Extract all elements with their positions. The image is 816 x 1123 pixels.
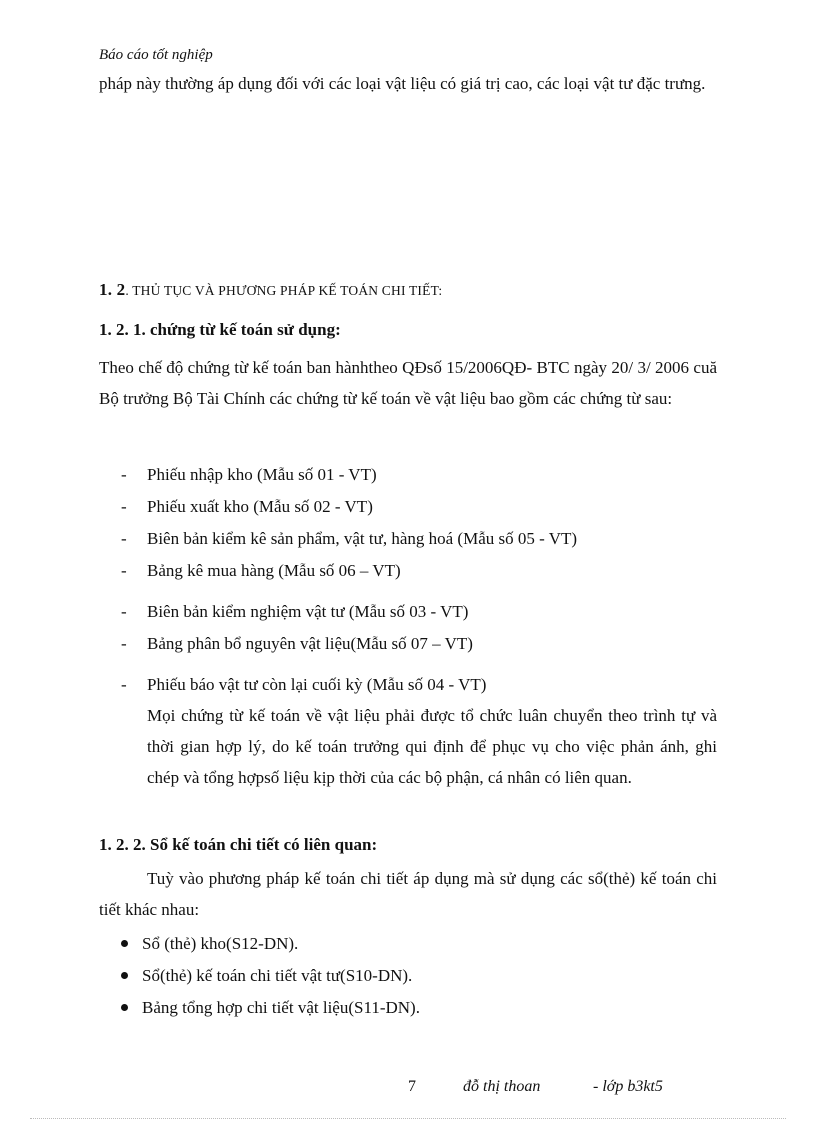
section-title: . THỦ TỤC VÀ PHƯƠNG PHÁP KẾ TOÁN CHI TIẾT: bbox=[125, 283, 443, 298]
list-item: - Biên bản kiểm nghiệm vật tư (Mẫu số 03 - VT) bbox=[121, 602, 469, 621]
section-number: 1. 2 bbox=[99, 280, 126, 299]
list-item: - Bảng phân bổ nguyên vật liệu(Mẫu số 07 – VT) bbox=[121, 634, 473, 653]
footer-author: đỗ thị thoan bbox=[463, 1078, 541, 1095]
running-header: Báo cáo tốt nghiệp bbox=[99, 47, 213, 63]
list-item: - Bảng kê mua hàng (Mẫu số 06 – VT) bbox=[121, 561, 401, 580]
bullet-icon bbox=[121, 972, 128, 979]
section-1-2-1-closing: Mọi chứng từ kế toán về vật liệu phải được tổ chức luân chuyển theo trình tự và thời gian hợp lý, do kế toán trưởng qui định để phục vụ cho việc phản ánh, ghi chép và tổng hợpsố liệu kịp thời của các bộ phận, cá nhân có liên quan. bbox=[147, 706, 717, 787]
page-number: 7 bbox=[408, 1078, 416, 1095]
list-item: - Phiếu nhập kho (Mẫu số 01 - VT) bbox=[121, 465, 377, 484]
list-item: - Phiếu xuất kho (Mẫu số 02 - VT) bbox=[121, 497, 373, 516]
list-item: - Biên bản kiểm kê sản phẩm, vật tư, hàng hoá (Mẫu số 05 - VT) bbox=[121, 529, 578, 548]
bullet-icon bbox=[121, 940, 128, 947]
bullet-icon bbox=[121, 1004, 128, 1011]
list-item: Bảng tổng hợp chi tiết vật liệu(S11-DN). bbox=[121, 998, 420, 1018]
list-item: Sổ(thẻ) kế toán chi tiết vật tư(S10-DN). bbox=[121, 966, 412, 986]
section-heading-1-2-1: 1. 2. 1. chứng từ kế toán sử dụng: bbox=[99, 320, 341, 339]
list-item: Sổ (thẻ) kho(S12-DN). bbox=[121, 934, 298, 954]
list-item: - Phiếu báo vật tư còn lại cuối kỳ (Mẫu số 04 - VT) bbox=[121, 675, 487, 694]
section-heading-1-2 bbox=[99, 280, 442, 300]
footer-divider bbox=[30, 1118, 786, 1119]
intro-paragraph: pháp này thường áp dụng đối với các loại vật liệu có giá trị cao, các loại vật tư đặc trưng. bbox=[99, 74, 706, 93]
section-1-2-1-paragraph: Theo chế độ chứng từ kế toán ban hànhtheo QĐsố 15/2006QĐ- BTC ngày 20/ 3/ 2006 cuă Bộ trưởng Bộ Tài Chính các chứng từ kế toán về vật liệu bao gồm các chứng từ sau: bbox=[99, 358, 717, 408]
footer-class: - lớp b3kt5 bbox=[593, 1078, 663, 1095]
section-1-2-2-paragraph: Tuỳ vào phương pháp kế toán chi tiết áp dụng mà sử dụng các sổ(thẻ) kế toán chi tiết khác nhau: bbox=[99, 869, 717, 919]
section-heading-1-2-2: 1. 2. 2. Sổ kế toán chi tiết có liên quan: bbox=[99, 835, 378, 854]
